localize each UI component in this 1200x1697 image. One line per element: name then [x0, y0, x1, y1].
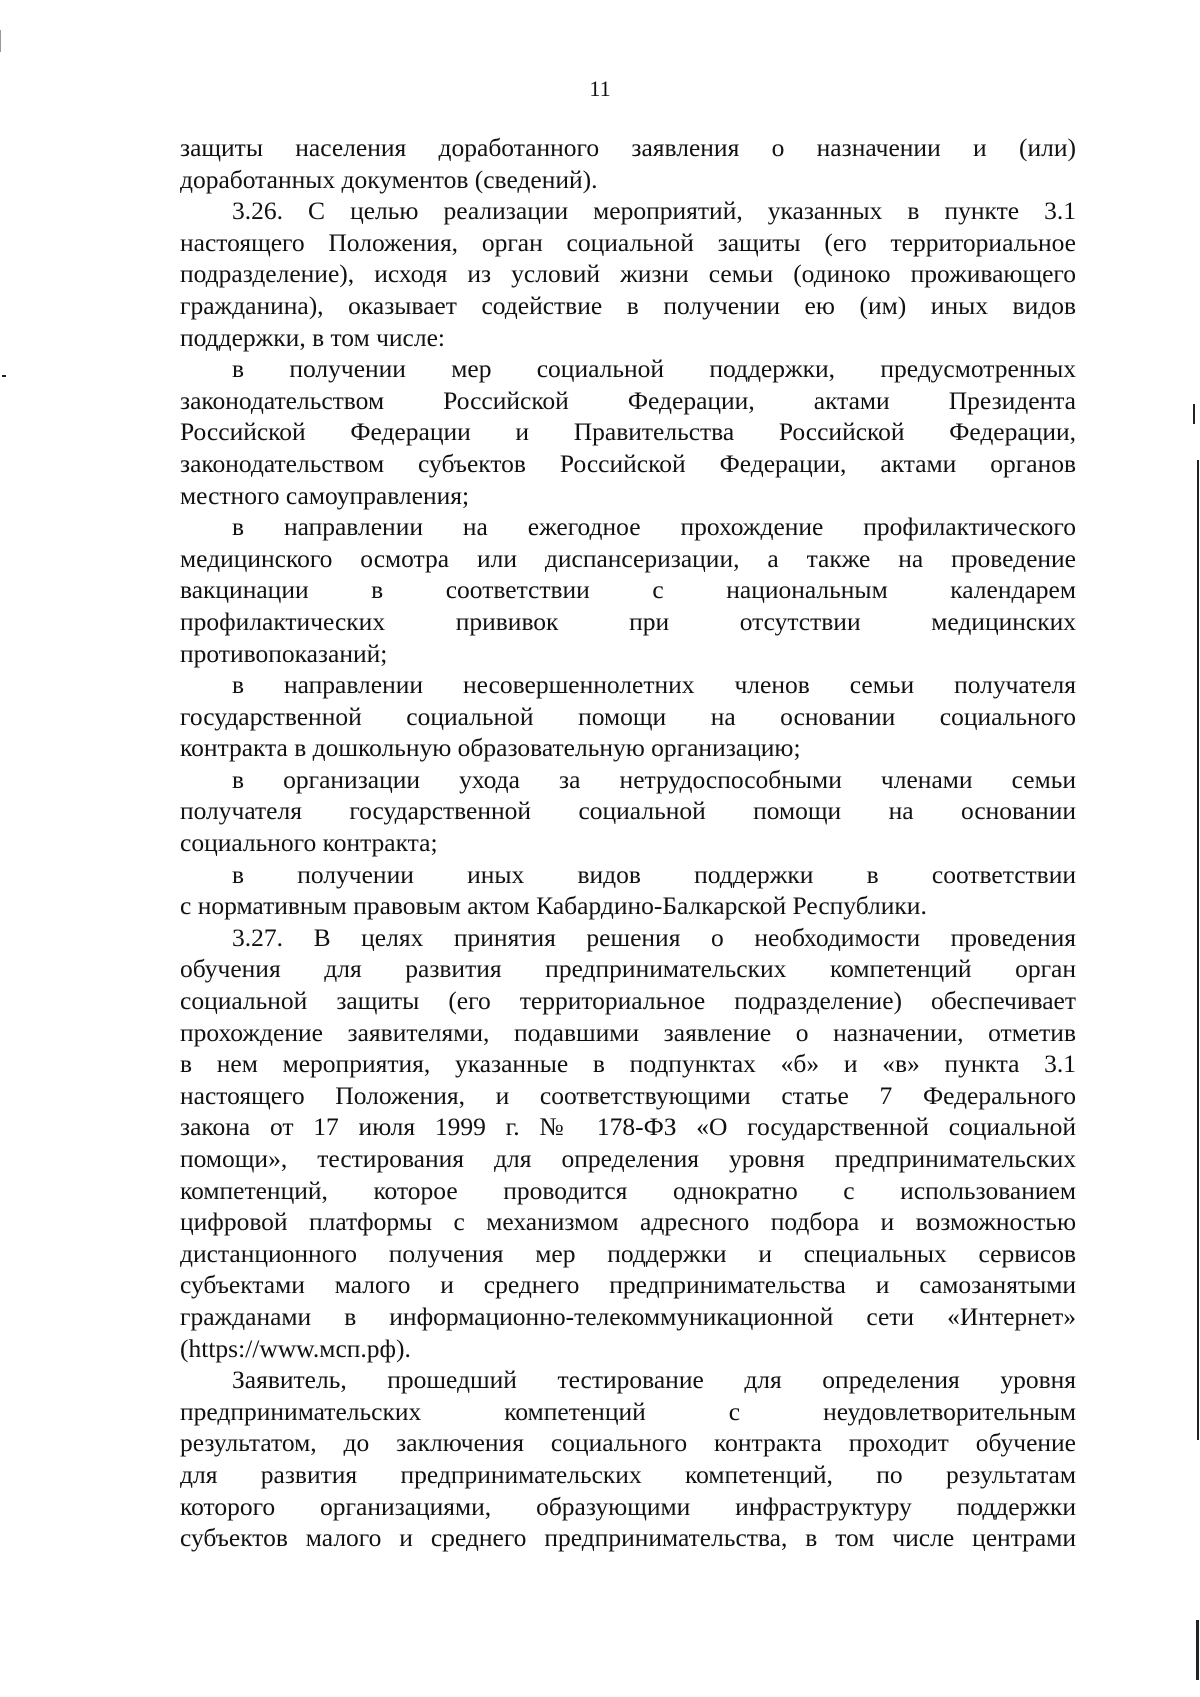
paragraph-line: поддержки, в том числе:	[180, 322, 445, 352]
paragraph-line: вакцинации в соответствии с национальным календарем	[180, 575, 1076, 605]
paragraph-line: местного самоуправления;	[180, 480, 470, 510]
paragraph	[180, 669, 1076, 764]
paragraph	[180, 353, 1076, 511]
paragraph-line: субъектов малого и среднего предпринимательства, в том числе центрами	[180, 1523, 1076, 1553]
paragraph-line: законодательством Российской Федерации, актами Президента	[180, 385, 1076, 415]
paragraph-line: субъектами малого и среднего предпринимательства и самозанятыми	[180, 1270, 1076, 1300]
paragraph	[180, 195, 1076, 353]
paragraph-line: помощи», тестирования для определения уровня предпринимательских	[180, 1144, 1076, 1173]
paragraph-line: в организации ухода за нетрудоспособными членами семьи	[232, 764, 1076, 794]
paragraph-line: (https://www.мсп.рф).	[180, 1333, 411, 1363]
paragraph-line: Российской Федерации и Правительства Российской Федерации,	[180, 417, 1076, 447]
paragraph-line: гражданами в информационно-телекоммуникационной сети «Интернет»	[180, 1301, 1076, 1331]
paragraph-line: в направлении на ежегодное прохождение профилактического	[232, 512, 1076, 542]
scan-artifact-left-dash	[2, 375, 6, 377]
paragraph-line: 3.26. С целью реализации мероприятий, указанных в пункте 3.1	[232, 196, 1076, 226]
paragraph-line: контракта в дошкольную образовательную организацию;	[180, 733, 801, 763]
document-body	[180, 132, 1076, 1554]
paragraph-line: настоящего Положения, и соответствующими статье 7 Федерального	[180, 1080, 1076, 1110]
paragraph	[180, 1364, 1076, 1554]
paragraph	[180, 922, 1076, 1364]
paragraph-line: законодательством субъектов Российской Федерации, актами органов	[180, 448, 1076, 478]
paragraph-line: социального контракта;	[180, 828, 438, 858]
paragraph-line: подразделение), исходя из условий жизни семьи (одиноко проживающего	[180, 259, 1076, 289]
paragraph-line: противопоказаний;	[180, 638, 388, 668]
scan-artifact-left	[0, 30, 1, 52]
scan-artifact-right-top	[1193, 404, 1195, 424]
paragraph-line: с нормативным правовым актом Кабардино-Балкарской Республики.	[180, 891, 927, 921]
paragraph-line: получателя государственной социальной помощи на основании	[180, 796, 1076, 826]
paragraph-line: в нем мероприятия, указанные в подпунктах «б» и «в» пункта 3.1	[180, 1049, 1076, 1079]
paragraph	[180, 859, 1076, 922]
scan-artifact-right-bottom	[1196, 1620, 1199, 1680]
paragraph-line: для развития предпринимательских компетенций, по результатам	[180, 1459, 1076, 1489]
paragraph-line: дистанционного получения мер поддержки и специальных сервисов	[180, 1238, 1076, 1268]
paragraph-line: закона от 17 июля 1999 г. № 178-ФЗ «О государственной социальной	[180, 1112, 1076, 1142]
paragraph-line: 3.27. В целях принятия решения о необходимости проведения	[232, 922, 1076, 952]
paragraph-line: обучения для развития предпринимательских компетенций орган	[180, 954, 1076, 984]
paragraph-line: настоящего Положения, орган социальной защиты (его территориальное	[180, 227, 1076, 257]
paragraph-line: медицинского осмотра или диспансеризации, а также на проведение	[180, 543, 1076, 573]
paragraph-line: в получении иных видов поддержки в соответствии	[232, 859, 1076, 889]
paragraph-line: цифровой платформы с механизмом адресного подбора и возможностью	[180, 1207, 1076, 1237]
paragraph-line: прохождение заявителями, подавшими заявление о назначении, отметив	[180, 1017, 1076, 1047]
scan-artifact-right	[1197, 460, 1199, 1440]
paragraph-line: гражданина), оказывает содействие в получении ею (им) иных видов	[180, 290, 1076, 320]
paragraph	[180, 511, 1076, 669]
paragraph-line: защиты населения доработанного заявления о назначении и (или)	[180, 133, 1076, 162]
page-number: 11	[589, 76, 611, 101]
paragraph-line: социальной защиты (его территориальное подразделение) обеспечивает	[180, 986, 1076, 1016]
paragraph-line: которого организациями, образующими инфраструктуру поддержки	[180, 1491, 1076, 1521]
paragraph-line: Заявитель, прошедший тестирование для определения уровня	[232, 1365, 1076, 1395]
paragraph-line: государственной социальной помощи на основании социального	[180, 701, 1076, 731]
paragraph	[180, 764, 1076, 859]
paragraph-line: предпринимательских компетенций с неудовлетворительным	[180, 1396, 1076, 1426]
paragraph-line: в получении мер социальной поддержки, предусмотренных	[232, 354, 1076, 384]
paragraph-line: результатом, до заключения социального контракта проходит обучение	[180, 1428, 1076, 1458]
paragraph-line: в направлении несовершеннолетних членов семьи получателя	[232, 670, 1076, 700]
paragraph	[180, 132, 1076, 195]
paragraph-line: доработанных документов (сведений).	[180, 164, 598, 194]
paragraph-line: компетенций, которое проводится однократно с использованием	[180, 1175, 1076, 1205]
paragraph-line: профилактических прививок при отсутствии медицинских	[180, 606, 1076, 636]
